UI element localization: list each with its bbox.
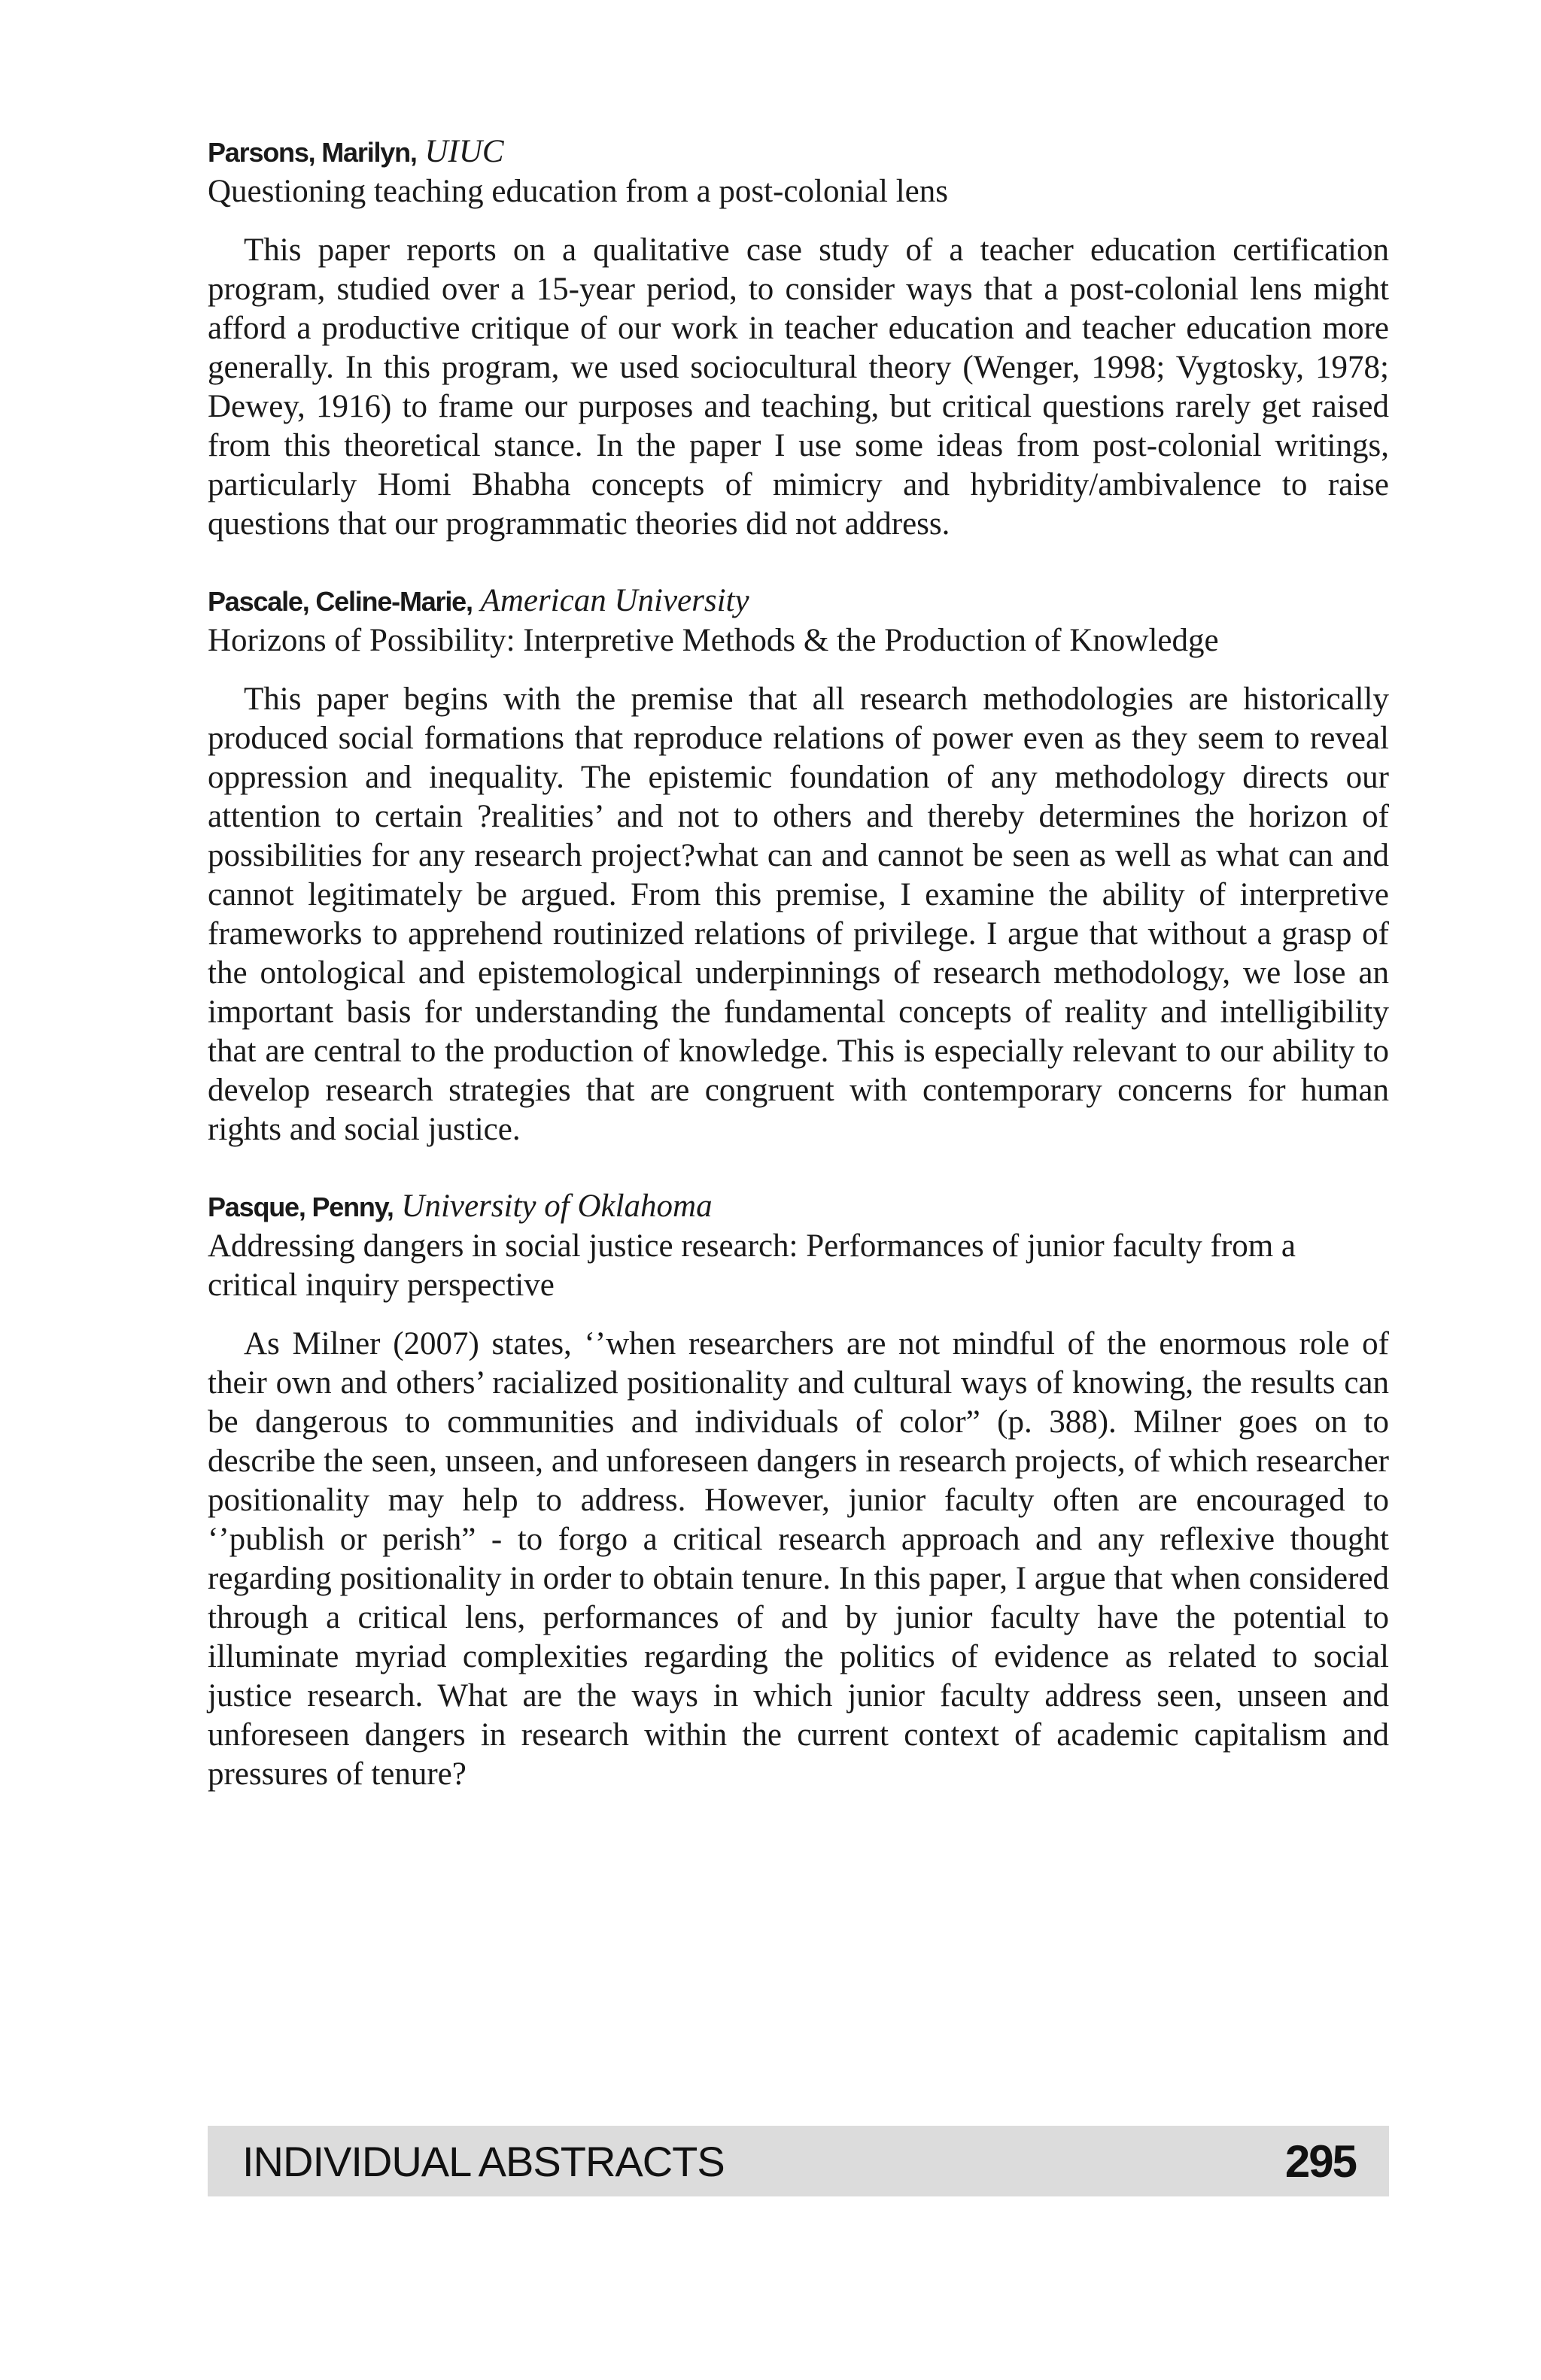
- entry-header: [208, 581, 1389, 621]
- entry-header: [208, 132, 1389, 172]
- entry-header: [208, 1187, 1389, 1227]
- abstract-entry-parsons: [208, 132, 1389, 544]
- author-name: Parsons, Marilyn,: [208, 137, 417, 168]
- page-number: 295: [1284, 2136, 1356, 2187]
- abstract-entry-pascale: [208, 581, 1389, 1149]
- abstract-text: As Milner (2007) states, ‘’when researchers are not mindful of the enormous role of their own and others’ racialized positionality and cultural ways of knowing, the results can be dangerous to communities and individuals of color” (p. 388). Milner goes on to describe the seen, unseen, and unforeseen dangers in research projects, of which researcher positionality may help to address. However, junior faculty often are encouraged to ‘’publish or perish” - to forgo a critical research approach and any reflexive thought regarding positionality in order to obtain tenure. In this paper, I argue that when considered through a critical lens, performances of and by junior faculty have the potential to illuminate myriad complexities regarding the politics of evidence as related to social justice research. What are the ways in which junior faculty address seen, unseen and unforeseen dangers in research within the current context of academic capitalism and pressures of tenure?: [208, 1326, 1389, 1792]
- section-label: INDIVIDUAL ABSTRACTS: [242, 2137, 725, 2185]
- author-affiliation: University of Oklahoma: [401, 1188, 713, 1224]
- author-affiliation: American University: [480, 583, 749, 618]
- abstract-entry-pasque: [208, 1187, 1389, 1794]
- paper-title: Horizons of Possibility: Interpretive Methods & the Production of Knowledge: [208, 623, 1219, 658]
- abstract-text: This paper begins with the premise that all research methodologies are historically produced social formations that reproduce relations of power even as they seem to reveal oppression and inequality. The epistemic foundation of any methodology directs our attention to certain ?realities’ and not to others and thereby determines the horizon of possibilities for any research project?what can and cannot be seen as well as what can and cannot legitimately be argued. From this premise, I examine the ability of interpretive frameworks to apprehend routinized relations of privilege. I argue that without a grasp of the ontological and epistemological underpinnings of research methodology, we lose an important basis for understanding the fundamental concepts of reality and intelligibility that are central to the production of knowledge. This is especially relevant to our ability to develop research strategies that are congruent with contemporary concerns for human rights and social justice.: [208, 682, 1389, 1147]
- abstracts-page: [208, 132, 1389, 1832]
- paper-title: Questioning teaching education from a post-colonial lens: [208, 174, 948, 209]
- paper-title: Addressing dangers in social justice research: Performances of junior faculty from a critical inquiry perspective: [208, 1228, 1296, 1303]
- page-footer: [208, 2126, 1389, 2196]
- author-affiliation: UIUC: [424, 134, 504, 169]
- author-name: Pascale, Celine-Marie,: [208, 586, 473, 617]
- abstract-text: This paper reports on a qualitative case study of a teacher education certification program, studied over a 15-year period, to consider ways that a post-colonial lens might afford a productive critique of our work in teacher education and teacher education more generally. In this program, we used sociocultural theory (Wenger, 1998; Vygtosky, 1978; Dewey, 1916) to frame our purposes and teaching, but critical questions rarely get raised from this theoretical stance. In the paper I use some ideas from post-colonial writings, particularly Homi Bhabha concepts of mimicry and hybridity/ambivalence to raise questions that our programmatic theories did not address.: [208, 232, 1389, 542]
- author-name: Pasque, Penny,: [208, 1192, 394, 1222]
